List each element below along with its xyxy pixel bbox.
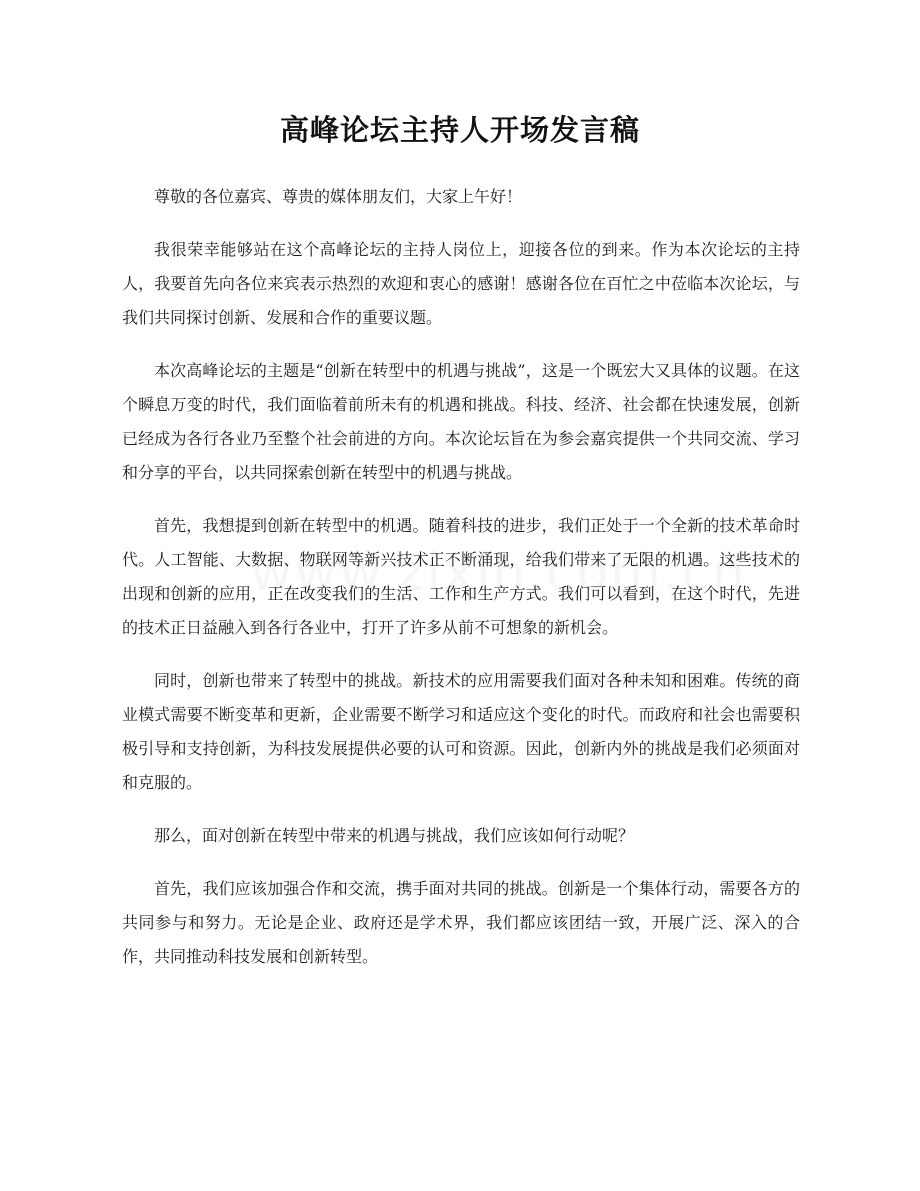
paragraph-challenges: 同时，创新也带来了转型中的挑战。新技术的应用需要我们面对各种未知和困难。传统的商业模式需要不断变革和更新，企业需要不断学习和适应这个变化的时代。而政府和社会也需要积极引导和支持创新，为科技发展提供必要的认可和资源。因此，创新内外的挑战是我们必须面对和克服的。 xyxy=(122,671,800,792)
document-body xyxy=(122,180,800,993)
paragraph-cooperation: 首先，我们应该加强合作和交流，携手面对共同的挑战。创新是一个集体行动，需要各方的共同参与和努力。无论是企业、政府还是学术界，我们都应该团结一致，开展广泛、深入的合作，共同推动科技发展和创新转型。 xyxy=(122,879,800,966)
paragraph-question: 那么，面对创新在转型中带来的机遇与挑战，我们应该如何行动呢？ xyxy=(154,826,635,845)
paragraph-welcome: 我很荣幸能够站在这个高峰论坛的主持人岗位上，迎接各位的到来。作为本次论坛的主持人，我要首先向各位来宾表示热烈的欢迎和衷心的感谢！感谢各位在百忙之中莅临本次论坛，与我们共同探讨创新、发展和合作的重要议题。 xyxy=(122,240,800,327)
paragraph-theme: 本次高峰论坛的主题是“创新在转型中的机遇与挑战”，这是一个既宏大又具体的议题。在这个瞬息万变的时代，我们面临着前所未有的机遇和挑战。科技、经济、社会都在快速发展，创新已经成为各行各业乃至整个社会前进的方向。本次论坛旨在为参会嘉宾提供一个共同交流、学习和分享的平台，以共同探索创新在转型中的机遇与挑战。 xyxy=(122,361,800,482)
paragraph-greeting: 尊敬的各位嘉宾、尊贵的媒体朋友们，大家上午好！ xyxy=(154,187,523,206)
paragraph-opportunities: 首先，我想提到创新在转型中的机遇。随着科技的进步，我们正处于一个全新的技术革命时代。人工智能、大数据、物联网等新兴技术正不断涌现，给我们带来了无限的机遇。这些技术的出现和创新的应用，正在改变我们的生活、工作和生产方式。我们可以看到，在这个时代，先进的技术正日益融入到各行各业中，打开了许多从前不可想象的新机会。 xyxy=(122,516,800,637)
document-title: 高峰论坛主持人开场发言稿 xyxy=(279,113,640,147)
